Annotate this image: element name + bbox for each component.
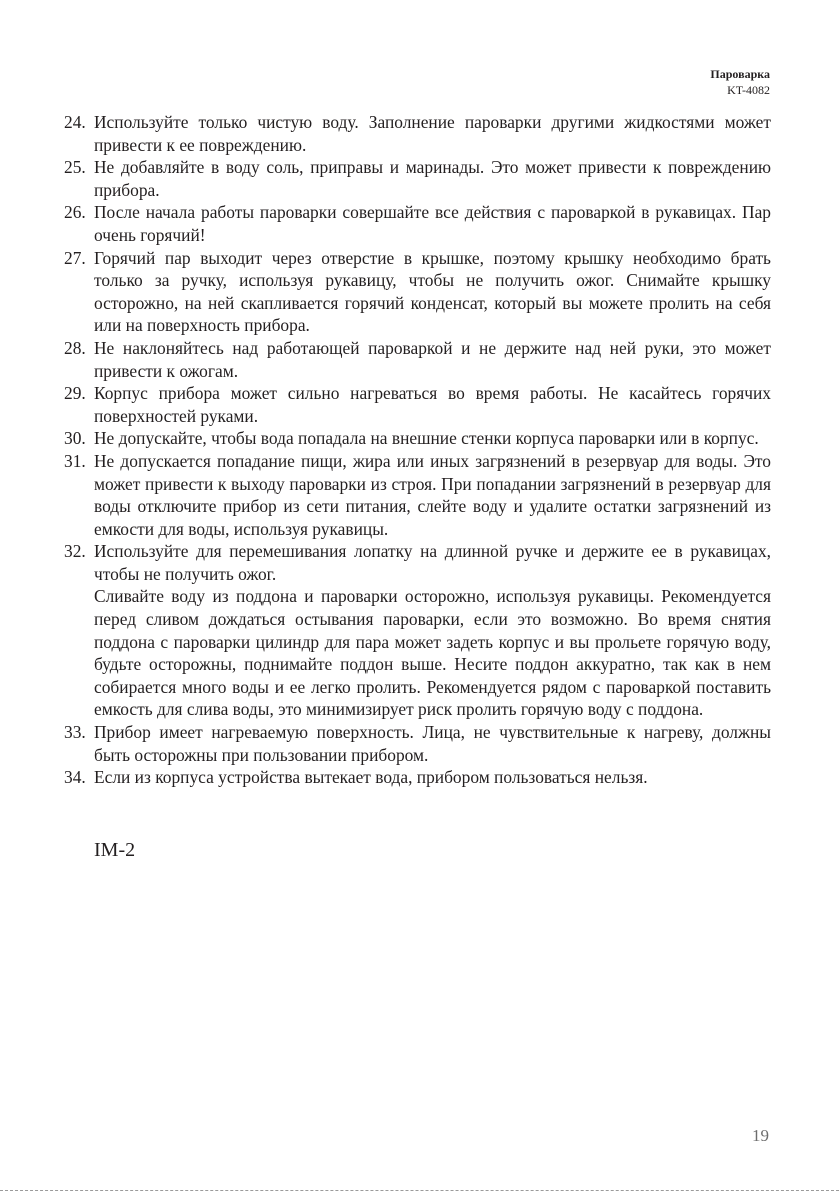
item-text — [94, 247, 771, 337]
item-paragraph: Сливайте воду из поддона и пароварки осторожно, используя рукавицы. Рекомендуется перед сливом дождаться остывания пароварки, если это возможно. Во время снятия поддона с пароварки цилиндр для пара может задеть корпус и вы прольете горячую воду, будьте осторожны, поднимайте поддон выше. Несите поддон аккуратно, так как в нем собирается много воды и ее легко пролить. Рекомендуется рядом с пароваркой поставить емкость для слива воды, это минимизирует риск пролить горячую воду с поддона. — [94, 586, 771, 720]
item-text — [94, 382, 771, 427]
list-item — [64, 540, 771, 721]
item-paragraph: Прибор имеет нагреваемую поверхность. Лица, не чувствительные к нагреву, должны быть осторожны при пользовании прибором. — [94, 722, 771, 765]
item-paragraph: Не наклоняйтесь над работающей пароваркой и не держите над ней руки, это может привести к ожогам. — [94, 337, 771, 381]
item-text — [94, 450, 771, 540]
item-text — [94, 111, 771, 156]
page-header — [710, 66, 770, 98]
item-text — [94, 721, 771, 766]
item-text — [94, 540, 771, 721]
list-item — [64, 450, 771, 540]
item-number: 29. — [64, 383, 86, 404]
item-number: 32. — [64, 541, 86, 562]
item-number: 33. — [64, 722, 86, 743]
page-number: 19 — [752, 1126, 769, 1145]
product-name: Пароварка — [710, 67, 770, 81]
list-item — [64, 766, 771, 789]
item-number: 25. — [64, 157, 86, 178]
item-text — [94, 427, 771, 450]
item-paragraph: После начала работы пароварки совершайте все действия с пароваркой в рукавицах. Пар очень горячий! — [94, 202, 771, 245]
item-paragraph: Не допускайте, чтобы вода попадала на внешние стенки корпуса пароварки или в корпус. — [94, 428, 759, 449]
item-paragraph: Горячий пар выходит через отверстие в крышке, поэтому крышку необходимо брать только за ручку, используя рукавицу, чтобы не получить ожог. Снимайте крышку осторожно, на ней скапливается горячий конденсат, который вы можете пролить на себя или на поверхность прибора. — [94, 247, 771, 336]
item-paragraph: Не добавляйте в воду соль, приправы и маринады. Это может привести к повреждению прибора. — [94, 157, 771, 200]
document-code: IM-2 — [94, 839, 136, 861]
item-paragraph: Не допускается попадание пищи, жира или иных загрязнений в резервуар для воды. Это может привести к выходу пароварки из строя. При попадании загрязнений в резервуар для воды отключите прибор из сети питания, слейте воду и удалите остатки загрязнений из емкости для воды, используя рукавицы. — [94, 450, 771, 539]
bottom-rule — [0, 1190, 839, 1191]
list-item — [64, 247, 771, 337]
item-text — [94, 201, 771, 246]
item-number: 24. — [64, 112, 86, 132]
item-text — [94, 156, 771, 201]
item-paragraph: Если из корпуса устройства вытекает вода, прибором пользоваться нельзя. — [94, 767, 648, 788]
list-item — [64, 111, 771, 156]
list-item — [64, 427, 771, 450]
list-item — [64, 337, 771, 382]
safety-instructions-list — [64, 111, 771, 789]
item-text — [94, 766, 771, 789]
list-item — [64, 201, 771, 246]
item-number: 28. — [64, 337, 86, 358]
item-paragraph: Используйте для перемешивания лопатку на длинной ручке и держите ее в рукавицах, чтобы не получить ожог. — [94, 541, 771, 584]
item-number: 26. — [64, 202, 86, 223]
item-number: 30. — [64, 428, 86, 449]
item-number: 27. — [64, 247, 86, 268]
model-number: KT-4082 — [727, 83, 770, 97]
item-paragraph: Корпус прибора может сильно нагреваться во время работы. Не касайтесь горячих поверхностей руками. — [94, 383, 771, 426]
list-item — [64, 156, 771, 201]
item-text — [94, 337, 771, 382]
list-item — [64, 382, 771, 427]
list-item — [64, 721, 771, 766]
item-number: 34. — [64, 767, 86, 788]
item-paragraph: Используйте только чистую воду. Заполнение пароварки другими жидкостями может привести к ее повреждению. — [94, 112, 771, 155]
item-number: 31. — [64, 450, 86, 471]
